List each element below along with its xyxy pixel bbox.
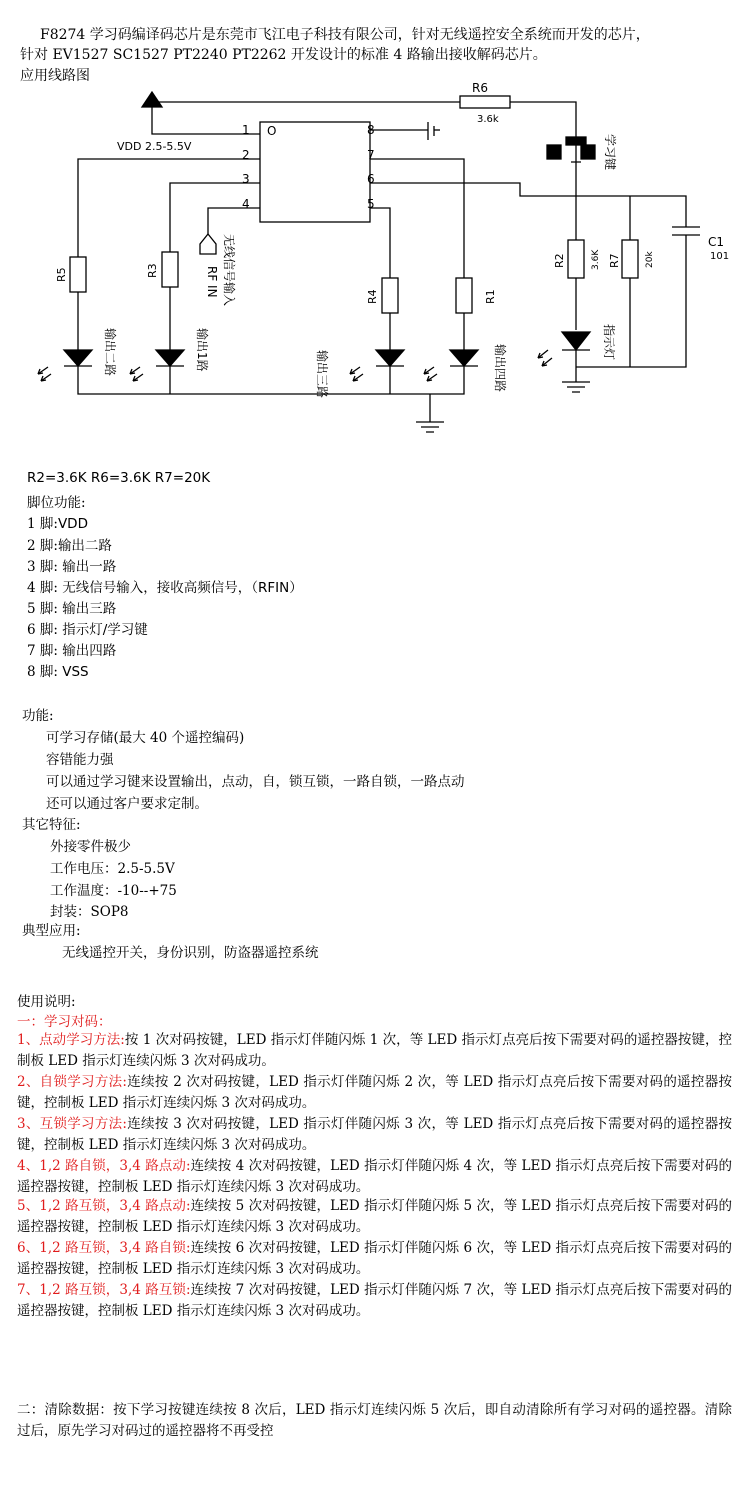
mode-heading: 3、互锁学习方法: — [17, 1116, 127, 1132]
r7-value: 20k — [645, 251, 655, 268]
pin-row-prefix: 8 脚: — [27, 664, 58, 680]
r1-label: R1 — [484, 289, 497, 304]
r2-label: R2 — [553, 253, 566, 268]
pin-row-3 — [27, 555, 116, 575]
r6-value: 3.6k — [477, 114, 499, 125]
pin-row-4 — [27, 576, 303, 596]
pin-row-prefix: 6 脚: — [27, 622, 58, 638]
mode-heading: 1、点动学习方法: — [17, 1032, 125, 1048]
pin-3: 3 — [242, 172, 250, 186]
mode-heading: 7、1,2 路互锁，3,4 路互锁: — [17, 1282, 191, 1298]
mode-body: 连续按 4 次对码按键，LED 指示灯伴随闪烁 4 次，等 LED 指示灯点亮后按下需要对码的遥控器按键，控制板 LED 指示灯连续闪烁 3 次对码成功。 — [17, 1158, 732, 1195]
output-2-label: 输出二路 — [103, 328, 117, 377]
pin-row-5 — [27, 597, 116, 617]
pin-row-2 — [27, 534, 112, 554]
pin-row-8 — [27, 660, 89, 680]
rf-in-desc: 无线信号输入 — [222, 234, 236, 307]
diagram-heading: 应用线路图 — [20, 68, 90, 84]
vdd-label: VDD 2.5-5.5V — [117, 140, 192, 153]
pin-row-prefix: 3 脚: — [27, 559, 58, 575]
r5-label: R5 — [55, 267, 68, 282]
other-item: 工作电压：2.5-5.5V — [50, 861, 175, 877]
pin-row-text: 无线信号输入，接收高频信号，（RFIN） — [57, 580, 303, 596]
learn-mode-1 — [17, 1030, 732, 1072]
intro-line-2: 针对 EV1527 SC1527 PT2240 PT2262 开发设计的标准 4 路输出接收解码芯片。 — [20, 47, 547, 63]
learn-mode-7 — [17, 1280, 732, 1322]
mode-body: 连续按 5 次对码按键，LED 指示灯伴随闪烁 5 次，等 LED 指示灯点亮后按下需要对码的遥控器按键，控制板 LED 指示灯连续闪烁 3 次对码成功。 — [17, 1198, 732, 1235]
pin-1: 1 — [242, 123, 250, 137]
pin-row-text: 输出一路 — [57, 559, 117, 575]
indicator-label: 指示灯 — [602, 324, 616, 361]
c1-label: C1 — [708, 235, 725, 249]
mode-body: 连续按 6 次对码按键，LED 指示灯伴随闪烁 6 次，等 LED 指示灯点亮后按下需要对码的遥控器按键，控制板 LED 指示灯连续闪烁 3 次对码成功。 — [17, 1240, 732, 1277]
pin-6: 6 — [367, 172, 375, 186]
resistor-values: R2=3.6K R6=3.6K R7=20K — [27, 470, 211, 486]
pin-row-prefix: 2 脚: — [27, 538, 58, 554]
circuit-diagram — [20, 82, 740, 447]
pin-row-text: VSS — [57, 664, 89, 680]
learn-mode-6 — [17, 1238, 732, 1280]
ground-icon — [416, 422, 444, 432]
pin-7: 7 — [367, 148, 375, 162]
learn-section-title: 一：学习对码： — [17, 1014, 112, 1030]
pin-8: 8 — [367, 123, 375, 137]
mode-heading: 2、自锁学习方法: — [17, 1074, 127, 1090]
pin-row-1 — [27, 512, 88, 532]
mode-body: 连续按 3 次对码按键，LED 指示灯伴随闪烁 3 次，等 LED 指示灯点亮后按下需要对码的遥控器按键，控制板 LED 指示灯连续闪烁 3 次对码成功。 — [17, 1116, 732, 1153]
output-2-led-icon — [38, 350, 92, 381]
feature-item: 容错能力强 — [46, 752, 114, 768]
learn-mode-3 — [17, 1114, 732, 1156]
learn-mode-5 — [17, 1196, 732, 1238]
c1-value: 101 — [710, 251, 730, 262]
pin-row-prefix: 5 脚: — [27, 601, 58, 617]
output-1-led-icon — [130, 350, 184, 381]
indicator-led-icon — [538, 332, 590, 366]
pinout-title: 脚位功能: — [27, 495, 86, 511]
pin-row-text: VDD — [57, 516, 88, 532]
output-1-label: 输出1路 — [195, 328, 209, 372]
pin-row-7 — [27, 639, 116, 659]
feature-item: 可以通过学习键来设置输出，点动，自，锁互锁，一路自锁，一路点动 — [46, 774, 465, 790]
pin-row-prefix: 7 脚: — [27, 643, 58, 659]
other-item: 外接零件极少 — [50, 839, 131, 855]
chip-notch: O — [267, 124, 277, 138]
other-title: 其它特征: — [22, 817, 81, 833]
mode-body: 连续按 7 次对码按键，LED 指示灯伴随闪烁 7 次，等 LED 指示灯点亮后按下需要对码的遥控器按键，控制板 LED 指示灯连续闪烁 3 次对码成功。 — [17, 1282, 732, 1319]
rf-in-label: RF IN — [205, 266, 219, 298]
pin-row-prefix: 4 脚: — [27, 580, 58, 596]
mode-heading: 6、1,2 路互锁，3,4 路自锁: — [17, 1240, 191, 1256]
pin-4: 4 — [242, 197, 250, 211]
r3-label: R3 — [146, 263, 159, 278]
r6-label: R6 — [472, 82, 488, 95]
pin-row-text: 输出三路 — [57, 601, 117, 617]
usage-title: 使用说明: — [17, 994, 76, 1010]
learn-key-label: 学习键 — [603, 134, 617, 171]
mode-heading: 4、1,2 路自锁，3,4 路点动: — [17, 1158, 191, 1174]
r7-label: R7 — [608, 253, 621, 268]
pin-row-text: 输出四路 — [57, 643, 117, 659]
mode-body: 按 1 次对码按键，LED 指示灯伴随闪烁 1 次，等 LED 指示灯点亮后按下需要对码的遥控器按键，控制板 LED 指示灯连续闪烁 3 次对码成功。 — [17, 1032, 732, 1069]
mode-body: 连续按 2 次对码按键，LED 指示灯伴随闪烁 2 次，等 LED 指示灯点亮后按下需要对码的遥控器按键，控制板 LED 指示灯连续闪烁 3 次对码成功。 — [17, 1074, 732, 1111]
feature-item: 可学习存储(最大 40 个遥控编码) — [46, 730, 245, 746]
clear-data-text: 二：清除数据：按下学习按键连续按 8 次后，LED 指示灯连续闪烁 5 次后，即自动清除所有学习对码的遥控器。清除过后，原先学习对码过的遥控器将不再受控 — [17, 1402, 732, 1439]
intro-line-1: F8274 学习码编译码芯片是东莞市飞江电子科技有限公司，针对无线遥控安全系统而开发的芯片， — [40, 27, 650, 43]
ic-chip — [260, 122, 370, 222]
typical-title: 典型应用: — [22, 923, 81, 939]
output-3-label: 输出三路 — [315, 350, 329, 399]
other-item: 工作温度：-10--+75 — [50, 883, 177, 899]
r4-label: R4 — [366, 289, 379, 304]
pin-row-6 — [27, 618, 148, 638]
learn-mode-2 — [17, 1072, 732, 1114]
pin-5: 5 — [367, 197, 375, 211]
learn-key-icon — [547, 137, 595, 162]
learn-mode-4 — [17, 1156, 732, 1198]
feature-item: 还可以通过客户要求定制。 — [46, 796, 208, 812]
rf-input-icon — [200, 234, 216, 254]
output-4-label: 输出四路 — [493, 344, 507, 393]
pin-2: 2 — [242, 148, 250, 162]
mode-heading: 5、1,2 路互锁，3,4 路点动: — [17, 1198, 191, 1214]
typical-text: 无线遥控开关，身份识别，防盗器遥控系统 — [62, 945, 319, 961]
r2-value: 3.6K — [591, 249, 601, 270]
output-3-led-icon — [350, 350, 404, 381]
ground-icon — [562, 382, 590, 392]
pin-row-prefix: 1 脚: — [27, 516, 58, 532]
output-4-led-icon — [424, 350, 478, 381]
pin-row-text: 输出二路 — [57, 538, 112, 554]
pin-row-text: 指示灯/学习键 — [57, 622, 148, 638]
other-item: 封装：SOP8 — [50, 904, 129, 920]
features-title: 功能: — [22, 708, 54, 724]
